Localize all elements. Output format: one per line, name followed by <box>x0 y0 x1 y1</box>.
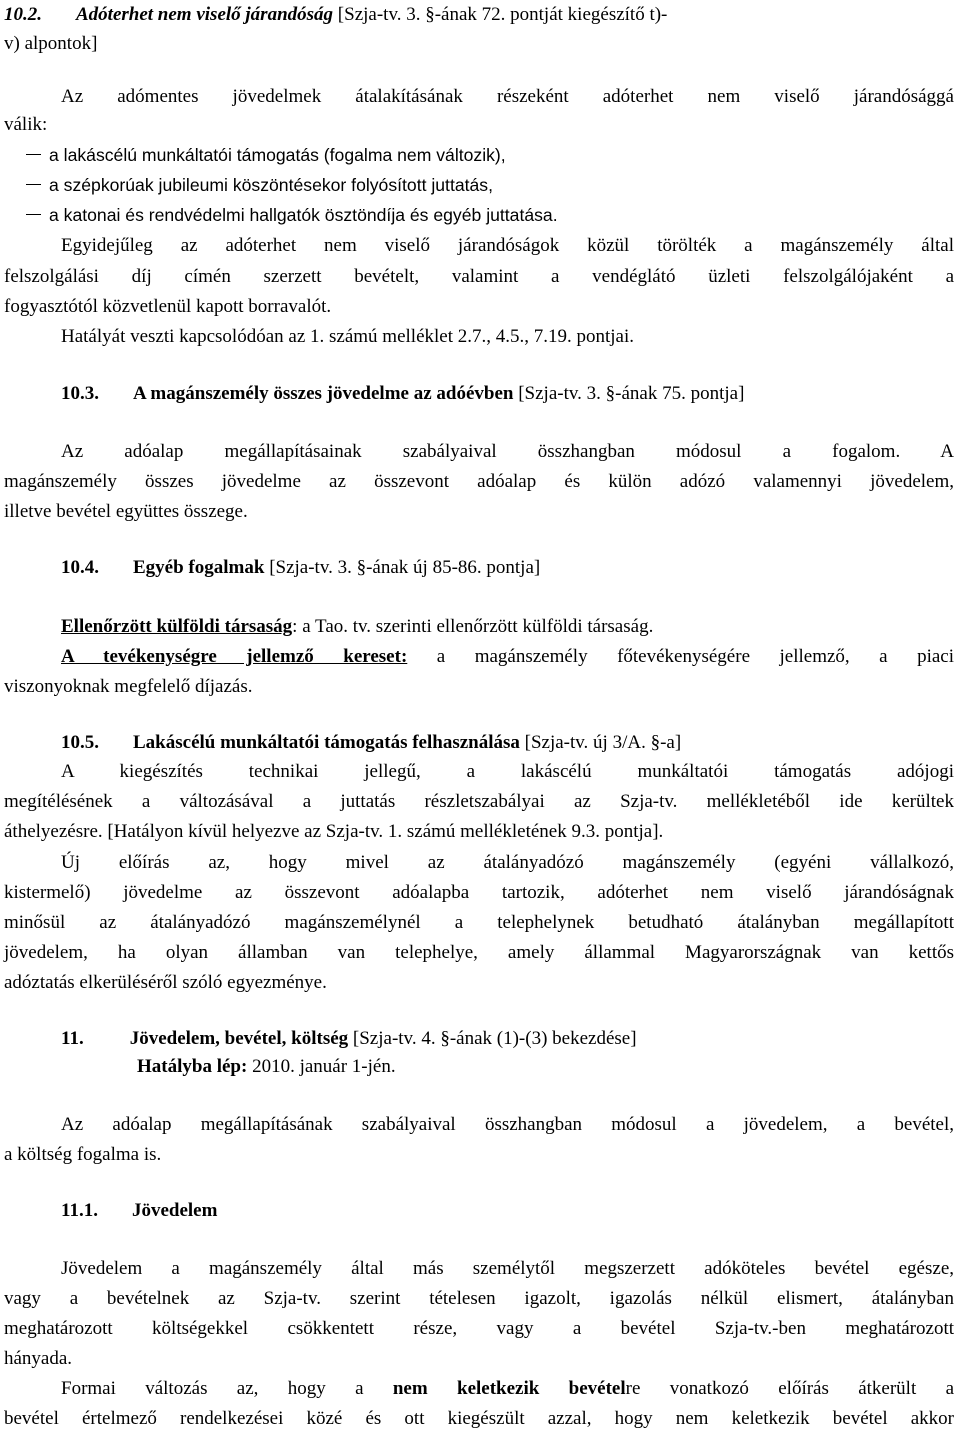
paragraph-line: Hatályát veszti kapcsolódóan az 1. számú melléklet 2.7., 4.5., 7.19. pontjai. <box>61 326 635 347</box>
paragraph-line: válik: <box>4 114 48 135</box>
effective-label: Hatályba lép: <box>137 1056 248 1077</box>
section-reference: [Szja-tv. új 3/A. §-a] <box>519 732 682 753</box>
definition-text: : a Tao. tv. szerinti ellenőrzött külföldi társaság. <box>292 616 654 637</box>
paragraph-line: meghatározott költségekkel csökkentett része, vagy a bevétel Szja-tv.-ben meghatározott <box>4 1318 954 1339</box>
paragraph-line: Egyidejűleg az adóterhet nem viselő járandóságok közül törölték a magánszemély által <box>61 235 954 256</box>
section-11-heading <box>61 1024 954 1054</box>
effective-text: 2010. január 1-jén. <box>247 1056 396 1077</box>
paragraph-line: illetve bevétel együttes összege. <box>4 501 248 522</box>
section-number: 10.4. <box>61 557 99 578</box>
effective-date <box>137 1052 954 1082</box>
paragraph-line: Új előírás az, hogy mivel az átalányadózó magánszemély (egyéni vállalkozó, <box>61 852 954 873</box>
section-10-5-heading <box>61 728 954 758</box>
section-title: Lakáscélú munkáltatói támogatás felhasználása <box>133 732 520 753</box>
section-reference-cont <box>4 29 954 59</box>
paragraph-line: Az adóalap megállapításainak szabályaival összhangban módosul a fogalom. A <box>61 441 954 462</box>
paragraph-line: viszonyoknak megfelelő díjazás. <box>4 676 253 697</box>
paragraph-line: hányada. <box>4 1348 73 1369</box>
section-reference: [Szja-tv. 3. §-ának új 85-86. pontja] <box>264 557 541 578</box>
emphasis-text: nem keletkezik bevétel <box>392 1378 626 1399</box>
section-title: Jövedelem, bevétel, költség <box>129 1028 349 1049</box>
paragraph-line: A kiegészítés technikai jellegű, a lakáscélú munkáltatói támogatás adójogi <box>61 761 954 782</box>
dash-bullet-icon <box>24 140 49 170</box>
section-10-2-heading <box>4 0 954 30</box>
definition-term: A tevékenységre jellemző kereset: <box>61 646 408 667</box>
list-item-text: a szépkorúak jubileumi köszöntésekor folyósított juttatás, <box>49 175 493 195</box>
paragraph-line: Az adóalap megállapításának szabályaival összhangban módosul a jövedelem, a bevétel, <box>61 1114 954 1135</box>
section-number: 10.2. <box>4 4 42 25</box>
text-run: re vonatkozó előírás átkerült a <box>625 1378 955 1399</box>
paragraph-line <box>61 1374 954 1404</box>
section-10-4-heading <box>61 553 954 583</box>
section-title: Jövedelem <box>131 1200 218 1221</box>
list-item-text: a lakáscélú munkáltatói támogatás (fogalma nem változik), <box>49 145 506 165</box>
section-number: 11. <box>61 1028 84 1049</box>
section-reference: [Szja-tv. 4. §-ának (1)-(3) bekezdése] <box>348 1028 637 1049</box>
list-item-text: a katonai és rendvédelmi hallgatók ösztöndíja és egyéb juttatása. <box>49 205 558 225</box>
text-run: Formai változás az, hogy a <box>61 1378 393 1399</box>
section-reference-line2: v) alpontok] <box>4 33 98 54</box>
paragraph-line: jövedelem, ha olyan államban van telephelye, amely állammal Magyarországnak van kettős <box>4 942 954 963</box>
paragraph-line: Az adómentes jövedelmek átalakításának részeként adóterhet nem viselő járandósággá <box>61 86 954 107</box>
paragraph-line: áthelyezésre. [Hatályon kívül helyezve az Szja-tv. 1. számú mellékletének 9.3. pontja]. <box>4 821 664 842</box>
section-reference: [Szja-tv. 3. §-ának 75. pontja] <box>513 383 745 404</box>
definition-line <box>61 642 954 672</box>
definition-term: Ellenőrzött külföldi társaság <box>61 616 293 637</box>
section-title: Adóterhet nem viselő járandóság <box>76 4 334 25</box>
definition-line <box>61 612 954 642</box>
list-item <box>24 140 954 170</box>
paragraph-line: magánszemély összes jövedelme az összevont adóalap és külön adózó valamennyi jövedelem, <box>4 471 954 492</box>
paragraph-line: bevétel értelmező rendelkezései közé és ott kiegészült azzal, hogy nem keletkezik bevétel akkor <box>4 1408 954 1429</box>
paragraph-line: a költség fogalma is. <box>4 1144 162 1165</box>
section-reference: [Szja-tv. 3. §-ának 72. pontját kiegészítő t)- <box>333 4 668 25</box>
section-title: A magánszemély összes jövedelme az adóévben <box>133 383 514 404</box>
section-number: 10.3. <box>61 383 99 404</box>
paragraph-line: fogyasztótól közvetlenül kapott borravalót. <box>4 296 332 317</box>
dash-bullet-icon <box>24 170 49 200</box>
section-number: 10.5. <box>61 732 99 753</box>
section-11-1-heading <box>61 1196 954 1226</box>
paragraph-line: Jövedelem a magánszemély által más személytől megszerzett adóköteles bevétel egésze, <box>61 1258 954 1279</box>
paragraph-line: megítélésének a változásával a juttatás részletszabályai az Szja-tv. mellékletéből ide kerültek <box>4 791 954 812</box>
list-item <box>24 170 954 200</box>
paragraph-line: felszolgálási díj címén szerzett bevételt, valamint a vendéglátó üzleti felszolgálójaként a <box>4 266 954 287</box>
dash-bullet-icon <box>24 200 49 230</box>
list-item <box>24 200 954 230</box>
section-10-3-heading <box>61 379 954 409</box>
section-title: Egyéb fogalmak <box>133 557 265 578</box>
paragraph-line: adóztatás elkerüléséről szóló egyezménye. <box>4 972 327 993</box>
section-number: 11.1. <box>61 1200 98 1221</box>
paragraph-line: kistermelő) jövedelme az összevont adóalapba tartozik, adóterhet nem viselő járandóságnak <box>4 882 954 903</box>
definition-text: a magánszemély főtevékenységére jellemző, a piaci <box>407 646 954 667</box>
paragraph-line: vagy a bevételnek az Szja-tv. szerint tételesen igazolt, igazolás nélkül elismert, átalányban <box>4 1288 954 1309</box>
paragraph-line: minősül az átalányadózó magánszemélynél a telephelynek betudható átalányban megállapított <box>4 912 954 933</box>
